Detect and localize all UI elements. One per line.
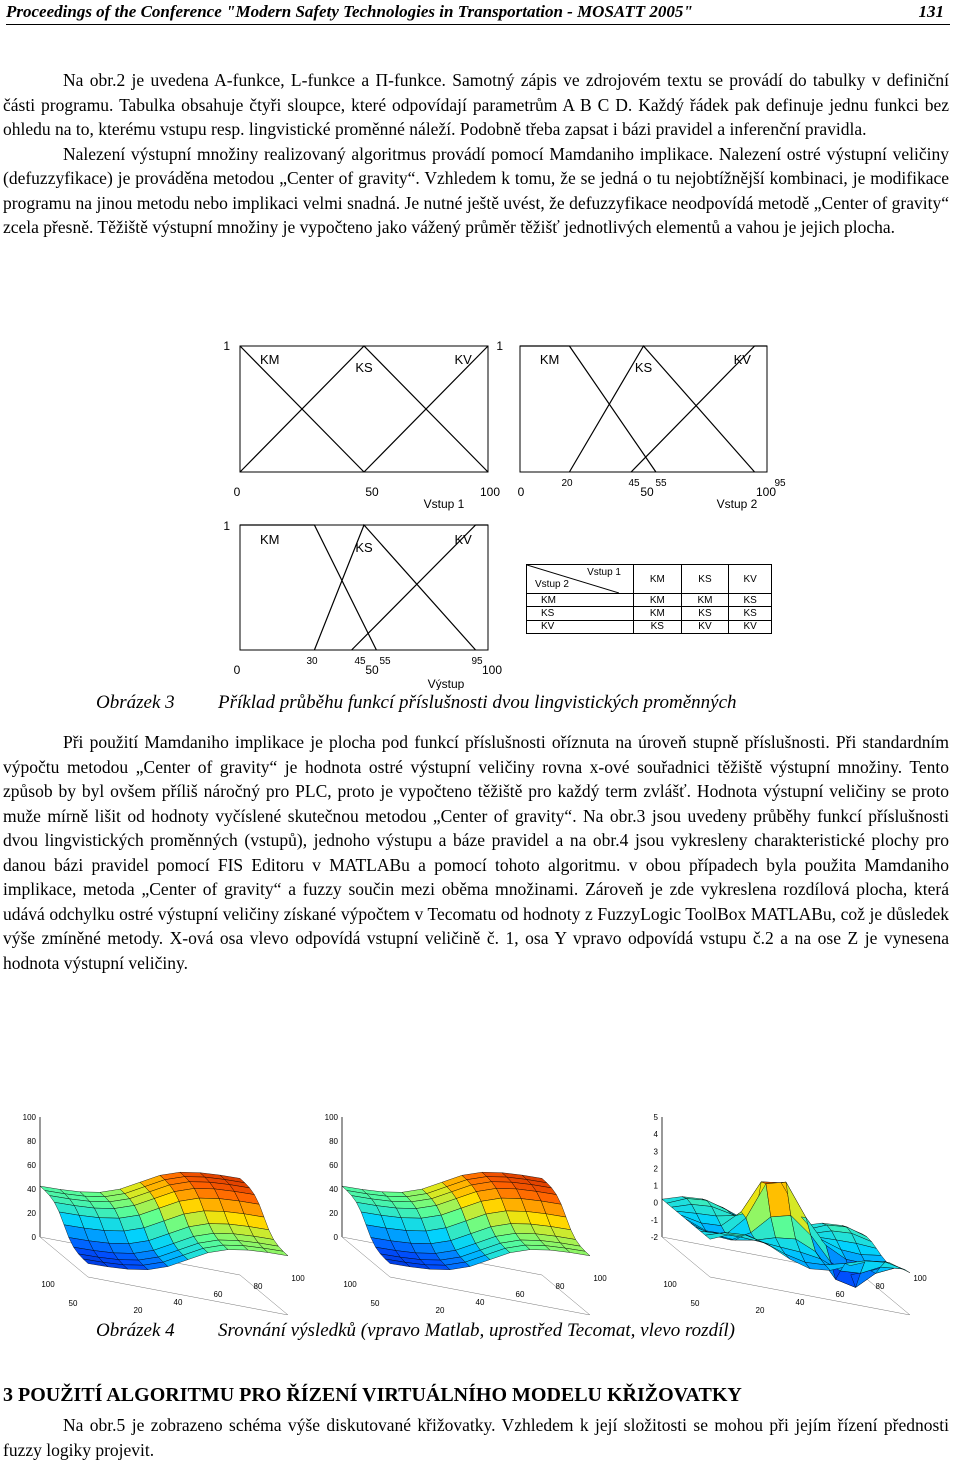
rule-table-row-label: KS [527,607,634,620]
x-tick-label: 55 [379,656,391,667]
term-label-ks: KS [634,360,653,375]
term-label-ks: KS [355,360,373,375]
term-label-kv: KV [454,532,472,547]
term-label-kv: KV [733,352,751,367]
term-label-km: KM [260,532,280,547]
rule-table-col-header: KV [729,565,772,594]
x-tick-label: 100 [479,485,501,499]
caption-number: Obrázek 3 [96,692,175,713]
x-tick-label: 30 [306,656,318,667]
rule-table-corner [527,565,634,594]
x-tick-label: 100 [343,1280,357,1289]
x-tick-label: 50 [690,1299,700,1308]
section-heading: 3 POUŽITÍ ALGORITMU PRO ŘÍZENÍ VIRTUÁLNÍHO MODELU KŘIŽOVATKY [3,1384,742,1406]
paragraph-text: Na obr.2 je uvedena A-funkce, L-funkce a Π-funkce. Samotný zápis ve zdrojovém textu se provádí do tabulky v definiční části programu. Tabulka obsahuje čtyři sloupce, které odpovídají parametrům A B C D. Každý řádek pak definuje jednu funkci bez ohledu na to, kterému vstupu resp. lingvistické proměnné náleží. Podobně třeba zapsat i bázi pravidel a inferenční pravidla. [3,70,949,139]
y-tick-label [398,1314,403,1315]
rule-base-table [526,564,772,634]
paragraph-text: Na obr.5 je zobrazeno schéma výše diskutované křižovatky. Vzhledem k její složitosti se mohou při jejím řízení přednosti fuzzy logiky projevit. [3,1415,949,1460]
x-axis-label: Výstup [427,677,465,690]
x-tick-label: 45 [628,478,640,489]
z-tick-label: -1 [650,1215,658,1225]
z-tick-label: 0 [31,1233,36,1242]
surface-plot-1 [23,1113,306,1315]
rule-table-cell: KV [729,620,772,633]
figure-3-membership-functions [0,330,960,690]
z-tick-label: 20 [27,1209,36,1218]
x-tick-label: 50 [68,1299,78,1308]
z-tick-label: 100 [22,1113,36,1122]
x-tick-label: 0 [233,485,241,499]
z-tick-label: 40 [329,1185,338,1194]
paragraph-text: Při použití Mamdaniho implikace je plocha pod funkcí příslušnosti oříznuta na úroveň stupně příslušnosti. Při standardním výpočtu metodou „Center of gravity“ je hodnota ostré výstupní veličiny rovna x-ové souřadnici těžiště výstupní množiny. Tento způsob by byl ovšem příliš náročný pro PLC, proto je vypočteno těžiště pro každý term zvlášť. Hodnota výstupní veličiny se proto muže mírně lišit od hodnoty vyčíslené skutečnou metodou „Center of gravity“. Na obr.3 jsou uvedeny průběhy funkcí příslušnosti dvou lingvistických proměnných (vstupů), jednoho výstupu a báze pravidel a na obr.4 jsou vykresleny charakteristické plochy pro danou bázi pravidel pomocí FIS Editoru v MATLABu a pomocí tohoto algoritmu. v obou případech byla použita Mamdaniho implikace, metoda „Center of gravity“ a fuzzy součin mezi oběma množinami. Zároveň je zde vykreslena rozdílová plocha, která udává odchylku ostré výstupní veličiny získané výpočtem v Tecomatu od hodnoty z FuzzyLogic ToolBox MATLABu, což je důsledek výše zmíněné metody. X-ová osa vlevo odpovídá vstupní veličině č. 1, osa Y vpravo odpovídá vstupu č.2 a na ose Z je vynesena hodnota výstupní veličiny. [3,732,949,973]
z-tick-label: 60 [329,1161,338,1170]
z-tick-label: 2 [653,1164,658,1174]
y-tick-label: 1 [496,339,503,353]
y-tick-label: 40 [475,1298,485,1307]
figure-4-surface-comparison [0,1085,960,1315]
z-tick-label: 20 [329,1209,338,1218]
figure-3-caption [96,692,896,718]
rule-table-corner-input1: Vstup 1 [587,567,621,578]
rule-table-col-header: KM [634,565,682,594]
rule-table-row-label: KM [527,594,634,607]
x-tick-label: 50 [640,485,654,499]
caption-number: Obrázek 4 [96,1320,175,1341]
x-tick-label: 45 [354,656,366,667]
z-tick-label: 0 [333,1233,338,1242]
y-tick-label: 20 [133,1306,143,1315]
caption-text: Srovnání výsledků (vpravo Matlab, uprostřed Tecomat, vlevo rozdíl) [218,1320,735,1341]
paragraph-text: Nalezení výstupní množiny realizovaný algoritmus provádí pomocí Mamdaniho implikace. Nalezení ostré výstupní veličiny (defuzzyfikace) je prováděna metodou „Center of gravity“. Vzhledem k tomu, že se jedná o tu nejobtížnější kombinaci, je modifikace programu na jinou metodu nebo implikaci velmi snadná. Je nutné ještě uvést, že defuzzyfikace neodpovídá metodě „Center of gravity“ zcela přesně. Těžiště výstupní množiny je vypočteno jako vážený průměr těžišť jednotlivých elementů a vahou je jejich plocha. [3,143,949,237]
y-tick-label: 60 [515,1290,525,1299]
term-label-km: KM [539,352,560,367]
z-tick-label: 4 [653,1130,658,1140]
z-tick-label: 100 [324,1113,338,1122]
x-tick-label: 100 [481,663,503,677]
y-tick-label: 80 [875,1282,885,1291]
x-tick-label: 100 [663,1280,677,1289]
figure-4-caption [96,1320,896,1346]
y-tick-label: 100 [593,1274,607,1283]
membership-line-ks [314,525,475,650]
y-tick-label: 60 [835,1290,845,1299]
rule-table-corner-input2: Vstup 2 [535,579,569,590]
rule-table-cell: KS [634,620,682,633]
x-tick-label: 100 [41,1280,55,1289]
y-tick-label: 1 [223,339,230,353]
z-tick-label: 5 [653,1113,658,1122]
x-tick-label: 95 [471,656,483,667]
rule-table-cell: KS [681,607,729,620]
surface-plot-2 [325,1113,608,1315]
z-tick-label: 80 [329,1137,338,1146]
surface-plot-3 [651,1113,927,1315]
y-tick-label: 40 [795,1298,805,1307]
z-tick-label: 1 [653,1181,658,1191]
x-tick-label: 50 [370,1299,380,1308]
running-header [6,2,950,25]
x-tick-label: 50 [365,663,379,677]
term-label-ks: KS [355,540,373,555]
rule-table-row [527,594,772,607]
z-tick-label: 0 [653,1198,658,1208]
x-tick-label: 50 [365,485,379,499]
y-tick-label: 100 [913,1274,927,1283]
y-tick-label [96,1314,101,1315]
paragraph-intersection [3,1413,949,1463]
rule-table-cell: KS [729,594,772,607]
y-tick-label: 80 [555,1282,565,1291]
membership-line-ks [569,346,754,472]
page-number: 131 [918,2,944,21]
rule-table-cell: KM [634,607,682,620]
y-tick-label: 60 [213,1290,223,1299]
z-tick-label: 60 [27,1161,36,1170]
rule-table-cell: KV [681,620,729,633]
rule-table-row [527,620,772,633]
x-tick-label: 95 [774,478,786,489]
y-tick-label: 100 [291,1274,305,1283]
y-tick-label: 20 [755,1306,765,1315]
z-tick-label: 40 [27,1185,36,1194]
x-tick-label: 20 [561,478,573,489]
x-axis-label: Vstup 1 [423,497,465,511]
x-axis-label: Vstup 2 [716,497,758,511]
z-tick-label: 3 [653,1147,658,1157]
rule-table-row [527,607,772,620]
z-tick-label: 80 [27,1137,36,1146]
x-tick-label: 0 [233,663,241,677]
caption-text: Příklad průběhu funkcí příslušnosti dvou lingvistických proměnných [218,692,737,713]
paragraph-mamdani [3,730,949,975]
x-tick-label: 100 [755,485,777,499]
y-tick-label: 1 [223,519,230,533]
term-label-kv: KV [454,352,472,367]
rule-table-row-label: KV [527,620,634,633]
z-tick-label: -2 [650,1233,658,1242]
rule-table-cell: KM [681,594,729,607]
term-label-km: KM [260,352,280,367]
header-conference-title: Proceedings of the Conference "Modern Safety Technologies in Transportation - MOSATT 2005" [6,2,693,21]
x-tick-label: 55 [655,478,667,489]
y-tick-label: 20 [435,1306,445,1315]
y-tick-label: 40 [173,1298,183,1307]
paragraph-intro [3,68,949,240]
y-tick-label: 80 [253,1282,263,1291]
x-tick-label: 0 [517,485,525,499]
rule-table-col-header: KS [681,565,729,594]
rule-table-cell: KS [729,607,772,620]
y-tick-label [718,1314,723,1315]
rule-table-cell: KM [634,594,682,607]
